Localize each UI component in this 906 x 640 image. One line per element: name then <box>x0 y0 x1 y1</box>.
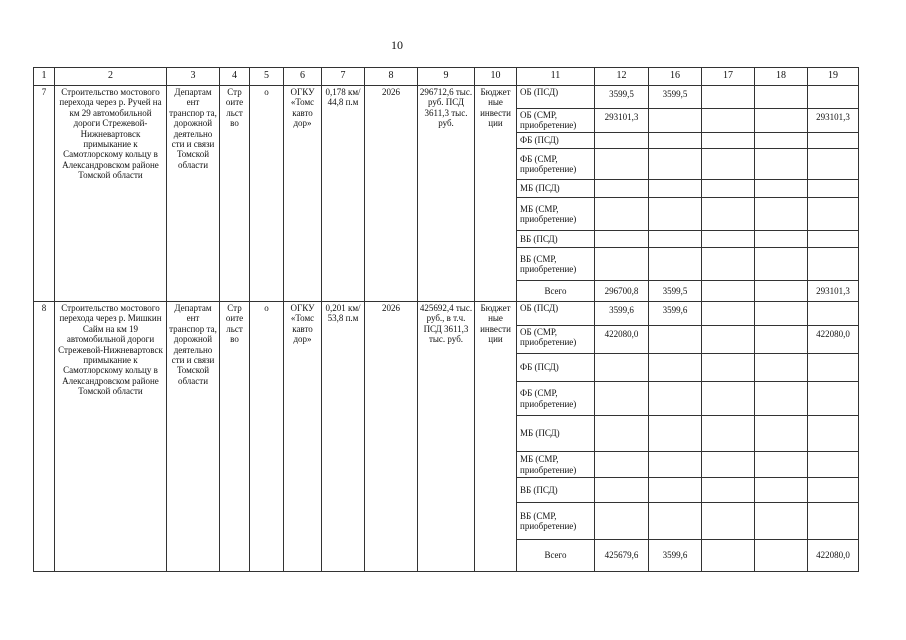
amount-cell <box>649 326 702 354</box>
amount-cell <box>808 198 859 231</box>
amount-cell <box>595 503 649 540</box>
funding-source-label: ВБ (СМР, приобретение) <box>517 503 595 540</box>
column-5-value: о <box>250 86 284 302</box>
amount-cell <box>649 149 702 180</box>
amount-cell <box>649 231 702 248</box>
amount-cell <box>702 382 755 416</box>
capacity: 0,178 км/ 44,8 п.м <box>322 86 365 302</box>
amount-cell: 3599,5 <box>649 281 702 302</box>
amount-cell <box>808 231 859 248</box>
amount-cell <box>702 416 755 452</box>
amount-cell <box>702 302 755 326</box>
funding-source-label: ВБ (ПСД) <box>517 231 595 248</box>
funding-source-label: МБ (СМР, приобретение) <box>517 452 595 478</box>
amount-cell <box>755 149 808 180</box>
amount-cell <box>702 133 755 149</box>
funding-source-label: Всего <box>517 540 595 572</box>
funding-source-label: ФБ (СМР, приобретение) <box>517 149 595 180</box>
amount-cell <box>755 503 808 540</box>
table-row <box>34 302 859 326</box>
amount-cell <box>755 281 808 302</box>
amount-cell <box>649 382 702 416</box>
amount-cell <box>595 180 649 198</box>
amount-cell: 293101,3 <box>808 281 859 302</box>
amount-cell <box>702 452 755 478</box>
column-number: 16 <box>649 68 702 86</box>
amount-cell <box>649 109 702 133</box>
funding-source-label: ВБ (ПСД) <box>517 478 595 503</box>
object-name: Строительство мостового перехода через р. Мишкин Сайм на км 19 автомобильной дороги Стрежевой-Нижневартовск примыкание к Самотлорскому кольцу в Александровском районе Томской области <box>55 302 167 572</box>
funding-source-label: МБ (ПСД) <box>517 180 595 198</box>
department: Департам ент транспор та, дорожной деятельно сти и связи Томской области <box>167 302 220 572</box>
amount-cell: 3599,6 <box>649 540 702 572</box>
amount-cell <box>595 198 649 231</box>
amount-cell <box>755 109 808 133</box>
amount-cell <box>649 354 702 382</box>
object-name: Строительство мостового перехода через р. Ручей на км 29 автомобильной дороги Стрежевой-Нижневартовск примыкание к Самотлорскому кольцу в Александровском районе Томской области <box>55 86 167 302</box>
amount-cell <box>755 198 808 231</box>
amount-cell: 296700,8 <box>595 281 649 302</box>
funding-source-label: ФБ (СМР, приобретение) <box>517 382 595 416</box>
amount-cell <box>702 109 755 133</box>
amount-cell <box>808 180 859 198</box>
amount-cell <box>808 133 859 149</box>
amount-cell <box>649 248 702 281</box>
amount-cell <box>595 248 649 281</box>
funding-source-label: ФБ (ПСД) <box>517 354 595 382</box>
column-number: 7 <box>322 68 365 86</box>
column-number: 11 <box>517 68 595 86</box>
funding-source-label: МБ (ПСД) <box>517 416 595 452</box>
amount-cell <box>755 248 808 281</box>
amount-cell <box>649 503 702 540</box>
amount-cell <box>755 133 808 149</box>
amount-cell <box>702 149 755 180</box>
amount-cell <box>702 198 755 231</box>
amount-cell <box>702 326 755 354</box>
page-number: 10 <box>391 38 403 52</box>
amount-cell <box>808 503 859 540</box>
amount-cell <box>755 452 808 478</box>
amount-cell: 425679,6 <box>595 540 649 572</box>
amount-cell <box>808 354 859 382</box>
investment-form: Бюджет ные инвести ции <box>475 86 517 302</box>
amount-cell <box>649 180 702 198</box>
amount-cell <box>702 231 755 248</box>
amount-cell <box>702 478 755 503</box>
amount-cell <box>595 452 649 478</box>
work-type: Стр оите льст во <box>220 302 250 572</box>
amount-cell <box>755 180 808 198</box>
completion-year: 2026 <box>365 302 418 572</box>
funding-source-label: Всего <box>517 281 595 302</box>
amount-cell <box>702 248 755 281</box>
amount-cell <box>755 326 808 354</box>
department: Департам ент транспор та, дорожной деятельно сти и связи Томской области <box>167 86 220 302</box>
funding-source-label: ФБ (ПСД) <box>517 133 595 149</box>
amount-cell <box>808 302 859 326</box>
amount-cell <box>649 133 702 149</box>
amount-cell: 422080,0 <box>808 540 859 572</box>
amount-cell <box>808 86 859 109</box>
customer: ОГКУ «Томс кавто дор» <box>284 86 322 302</box>
column-number: 9 <box>418 68 475 86</box>
funding-source-label: ОБ (ПСД) <box>517 86 595 109</box>
amount-cell <box>595 149 649 180</box>
funding-source-label: ОБ (ПСД) <box>517 302 595 326</box>
column-number: 3 <box>167 68 220 86</box>
amount-cell <box>755 416 808 452</box>
amount-cell <box>702 86 755 109</box>
amount-cell <box>808 452 859 478</box>
funding-source-label: ОБ (СМР, приобретение) <box>517 326 595 354</box>
column-number: 18 <box>755 68 808 86</box>
column-number: 10 <box>475 68 517 86</box>
amount-cell <box>755 382 808 416</box>
amount-cell <box>808 248 859 281</box>
funding-source-label: ВБ (СМР, приобретение) <box>517 248 595 281</box>
amount-cell: 3599,5 <box>595 86 649 109</box>
amount-cell <box>595 416 649 452</box>
investment-table <box>33 67 859 572</box>
amount-cell <box>595 231 649 248</box>
work-type: Стр оите льст во <box>220 86 250 302</box>
amount-cell <box>808 416 859 452</box>
amount-cell: 3599,6 <box>595 302 649 326</box>
amount-cell <box>755 478 808 503</box>
amount-cell <box>595 478 649 503</box>
column-5-value: о <box>250 302 284 572</box>
customer: ОГКУ «Томс кавто дор» <box>284 302 322 572</box>
amount-cell <box>702 503 755 540</box>
amount-cell <box>702 354 755 382</box>
column-number: 8 <box>365 68 418 86</box>
amount-cell <box>595 382 649 416</box>
amount-cell <box>755 354 808 382</box>
item-number: 8 <box>34 302 55 572</box>
amount-cell <box>755 302 808 326</box>
amount-cell <box>808 382 859 416</box>
investment-form: Бюджет ные инвести ции <box>475 302 517 572</box>
column-number: 4 <box>220 68 250 86</box>
item-number: 7 <box>34 86 55 302</box>
funding-source-label: МБ (СМР, приобретение) <box>517 198 595 231</box>
column-number: 19 <box>808 68 859 86</box>
completion-year: 2026 <box>365 86 418 302</box>
estimated-cost: 296712,6 тыс. руб. ПСД 3611,3 тыс. руб. <box>418 86 475 302</box>
amount-cell <box>649 198 702 231</box>
column-number: 12 <box>595 68 649 86</box>
amount-cell <box>649 452 702 478</box>
amount-cell <box>702 540 755 572</box>
amount-cell <box>755 540 808 572</box>
amount-cell: 3599,6 <box>649 302 702 326</box>
amount-cell <box>702 281 755 302</box>
amount-cell <box>702 180 755 198</box>
amount-cell: 293101,3 <box>595 109 649 133</box>
amount-cell <box>649 416 702 452</box>
amount-cell: 422080,0 <box>808 326 859 354</box>
amount-cell <box>595 133 649 149</box>
column-number: 1 <box>34 68 55 86</box>
amount-cell <box>755 231 808 248</box>
column-number: 2 <box>55 68 167 86</box>
amount-cell: 422080,0 <box>595 326 649 354</box>
estimated-cost: 425692,4 тыс. руб., в т.ч. ПСД 3611,3 тыс. руб. <box>418 302 475 572</box>
amount-cell: 293101,3 <box>808 109 859 133</box>
amount-cell <box>649 478 702 503</box>
column-number: 5 <box>250 68 284 86</box>
amount-cell <box>808 478 859 503</box>
table-row <box>34 86 859 109</box>
funding-source-label: ОБ (СМР, приобретение) <box>517 109 595 133</box>
amount-cell: 3599,5 <box>649 86 702 109</box>
amount-cell <box>755 86 808 109</box>
amount-cell <box>595 354 649 382</box>
column-number: 17 <box>702 68 755 86</box>
amount-cell <box>808 149 859 180</box>
capacity: 0,201 км/ 53,8 п.м <box>322 302 365 572</box>
column-number-row <box>34 68 859 86</box>
column-number: 6 <box>284 68 322 86</box>
